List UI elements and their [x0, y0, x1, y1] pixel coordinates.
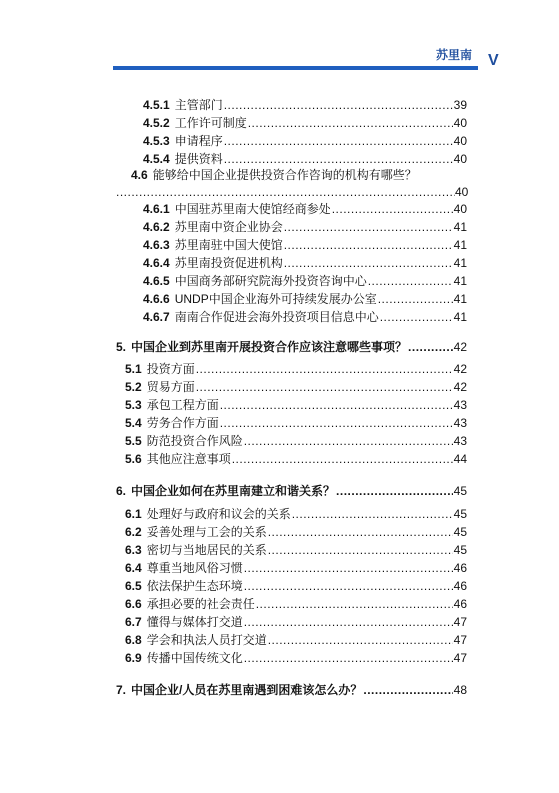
- toc-number: 5.1: [125, 362, 142, 376]
- toc-entry-6-3[interactable]: [125, 543, 467, 557]
- toc-number: 4.6.2: [143, 220, 170, 234]
- toc-leader: [224, 98, 453, 112]
- toc-title: 懂得与媒体打交道: [146, 615, 243, 629]
- toc-page: 42: [453, 380, 467, 394]
- toc-entry-6-1[interactable]: [125, 507, 467, 521]
- toc-entry-4-5-4[interactable]: [143, 152, 467, 166]
- toc-page: 47: [453, 651, 467, 665]
- toc-page: 45: [453, 484, 467, 498]
- toc-page: 40: [453, 202, 467, 216]
- toc-number: 6.5: [125, 579, 142, 593]
- toc-number: 6.: [116, 484, 127, 498]
- toc-number: 5.: [116, 340, 127, 354]
- toc-leader: [244, 651, 453, 665]
- toc-leader: [224, 152, 453, 166]
- toc-page: 42: [453, 340, 467, 354]
- toc-page: 47: [453, 633, 467, 647]
- toc-page: 40: [453, 152, 467, 166]
- toc-title: 劳务合作方面: [146, 416, 219, 430]
- toc-number: 4.5.4: [143, 152, 170, 166]
- toc-entry-5-1[interactable]: [125, 362, 467, 376]
- toc-page: 45: [453, 525, 467, 539]
- toc-number: 4.6.3: [143, 238, 170, 252]
- toc-leader: [368, 274, 453, 288]
- toc-number: 6.3: [125, 543, 142, 557]
- toc-entry-5-6[interactable]: [125, 452, 467, 466]
- toc-page: 41: [453, 310, 467, 324]
- toc-leader: [244, 579, 453, 593]
- toc-title: 中国企业如何在苏里南建立和谐关系？: [131, 484, 336, 498]
- toc-chapter-5[interactable]: [116, 340, 467, 354]
- toc-entry-4-6-4[interactable]: [143, 256, 467, 270]
- toc-page: 46: [453, 561, 467, 575]
- toc-page: 47: [453, 615, 467, 629]
- toc-leader: [196, 380, 453, 394]
- toc-page: 42: [453, 362, 467, 376]
- toc-number: 5.6: [125, 452, 142, 466]
- running-header-title: 苏里南: [435, 48, 472, 62]
- toc-entry-6-2[interactable]: [125, 525, 467, 539]
- toc-title: 承担必要的社会责任: [146, 597, 255, 611]
- toc-number: 6.2: [125, 525, 142, 539]
- toc-leader: [380, 310, 453, 324]
- toc-number: 4.6: [131, 168, 148, 182]
- toc-title: 妥善处理与工会的关系: [146, 525, 267, 539]
- toc-title: 密切与当地居民的关系: [146, 543, 267, 557]
- toc-leader: [248, 116, 453, 130]
- toc-page: 45: [453, 507, 467, 521]
- toc-leader: [268, 543, 453, 557]
- toc-leader: [244, 615, 453, 629]
- toc-title: 处理好与政府和议会的关系: [146, 507, 291, 521]
- toc-number: 7.: [116, 683, 127, 697]
- toc-entry-5-4[interactable]: [125, 416, 467, 430]
- toc-leader: [232, 452, 453, 466]
- toc-leader: [220, 416, 453, 430]
- toc-entry-6-5[interactable]: [125, 579, 467, 593]
- toc-number: 4.6.4: [143, 256, 170, 270]
- toc-title: 苏里南投资促进机构: [174, 256, 283, 270]
- toc-page: 40: [453, 116, 467, 130]
- toc-leader: [268, 525, 453, 539]
- toc-number: 5.4: [125, 416, 142, 430]
- toc-title: 贸易方面: [146, 380, 195, 394]
- toc-entry-6-9[interactable]: [125, 651, 467, 665]
- toc-title: 投资方面: [146, 362, 195, 376]
- toc-page: 41: [453, 256, 467, 270]
- toc-title: 提供资料: [174, 152, 223, 166]
- toc-chapter-6[interactable]: [116, 484, 467, 498]
- toc-entry-6-8[interactable]: [125, 633, 467, 647]
- toc-entry-4-6-5[interactable]: [143, 274, 467, 288]
- toc-title: 主管部门: [174, 98, 223, 112]
- toc-leader: [408, 340, 453, 354]
- toc-title: 依法保护生态环境: [146, 579, 243, 593]
- toc-page: 40: [453, 134, 467, 148]
- toc-entry-4-5-1[interactable]: [143, 98, 467, 112]
- toc-number: 6.4: [125, 561, 142, 575]
- toc-leader: [284, 256, 453, 270]
- toc-number: 4.5.3: [143, 134, 170, 148]
- toc-entry-4-5-3[interactable]: [143, 134, 467, 148]
- toc-entry-4-6-2[interactable]: [143, 220, 467, 234]
- toc-number: 6.8: [125, 633, 142, 647]
- toc-number: 4.6.1: [143, 202, 170, 216]
- toc-number: 6.9: [125, 651, 142, 665]
- toc-leader: [220, 398, 453, 412]
- toc-page: 46: [453, 579, 467, 593]
- toc-page: 46: [453, 597, 467, 611]
- header-rule: [113, 66, 478, 70]
- toc-title: 中国企业/人员在苏里南遇到困难该怎么办？: [131, 683, 363, 697]
- toc-leader: [363, 683, 452, 697]
- toc-entry-4-6-3[interactable]: [143, 238, 467, 252]
- toc-title: 中国商务部研究院海外投资咨询中心: [174, 274, 367, 288]
- toc-title: 传播中国传统文化: [146, 651, 243, 665]
- toc-title: 能够给中国企业提供投资合作咨询的机构有哪些？: [152, 168, 417, 182]
- toc-title: 工作许可制度: [174, 116, 247, 130]
- toc-leader: [378, 292, 453, 306]
- toc-title: 中国驻苏里南大使馆经商参处: [174, 202, 331, 216]
- toc-leader: [284, 238, 453, 252]
- toc-entry-4-6-7[interactable]: [143, 310, 467, 324]
- toc-title: 尊重当地风俗习惯: [146, 561, 243, 575]
- toc-leader: [244, 434, 453, 448]
- toc-number: 5.5: [125, 434, 142, 448]
- toc-page: 41: [453, 274, 467, 288]
- toc-title: UNDP中国企业海外可持续发展办公室: [174, 292, 377, 306]
- toc-leader: [224, 134, 453, 148]
- toc-page: 43: [453, 398, 467, 412]
- page-number-roman: V: [488, 52, 499, 69]
- toc-page: 43: [453, 416, 467, 430]
- toc-title: 其他应注意事项: [146, 452, 231, 466]
- toc-page: 41: [453, 220, 467, 234]
- toc-leader: [116, 185, 455, 199]
- toc-entry-6-6[interactable]: [125, 597, 467, 611]
- toc-leader: [292, 507, 453, 521]
- toc-number: 6.7: [125, 615, 142, 629]
- toc-page: 40: [455, 185, 469, 199]
- toc-title: 苏里南中资企业协会: [174, 220, 283, 234]
- toc-number: 5.2: [125, 380, 142, 394]
- toc-title: 苏里南驻中国大使馆: [174, 238, 283, 252]
- toc-entry-6-4[interactable]: [125, 561, 467, 575]
- toc-leader: [196, 362, 453, 376]
- toc-number: 6.6: [125, 597, 142, 611]
- toc-entry-4-5-2[interactable]: [143, 116, 467, 130]
- toc-number: 4.6.5: [143, 274, 170, 288]
- toc-page: 44: [453, 452, 467, 466]
- toc-entry-5-3[interactable]: [125, 398, 467, 412]
- toc-number: 4.5.1: [143, 98, 170, 112]
- toc-leader: [256, 597, 453, 611]
- toc-title: 防范投资合作风险: [146, 434, 243, 448]
- toc-page: 48: [453, 683, 467, 697]
- toc-leader: [284, 220, 453, 234]
- toc-entry-5-2[interactable]: [125, 380, 467, 394]
- toc-page: 39: [453, 98, 467, 112]
- toc-entry-4-6[interactable]: [131, 168, 417, 182]
- toc-title: 申请程序: [174, 134, 223, 148]
- toc-title: 学会和执法人员打交道: [146, 633, 267, 647]
- toc-page: 41: [453, 292, 467, 306]
- toc-title: 中国企业到苏里南开展投资合作应该注意哪些事项？: [131, 340, 408, 354]
- toc-entry-4-6-1[interactable]: [143, 202, 467, 216]
- toc-leader: [336, 484, 453, 498]
- toc-entry-6-7[interactable]: [125, 615, 467, 629]
- toc-title: 承包工程方面: [146, 398, 219, 412]
- toc-entry-5-5[interactable]: [125, 434, 467, 448]
- toc-leader: [332, 202, 453, 216]
- toc-number: 5.3: [125, 398, 142, 412]
- toc-entry-4-6-6[interactable]: [143, 292, 467, 306]
- toc-number: 6.1: [125, 507, 142, 521]
- toc-number: 4.6.6: [143, 292, 170, 306]
- toc-page: 45: [453, 543, 467, 557]
- toc-number: 4.5.2: [143, 116, 170, 130]
- toc-title: 南南合作促进会海外投资项目信息中心: [174, 310, 379, 324]
- toc-chapter-7[interactable]: [116, 683, 467, 697]
- toc-leader: [244, 561, 453, 575]
- toc-page: 41: [453, 238, 467, 252]
- toc-number: 4.6.7: [143, 310, 170, 324]
- toc-page: 43: [453, 434, 467, 448]
- toc-leader: [268, 633, 453, 647]
